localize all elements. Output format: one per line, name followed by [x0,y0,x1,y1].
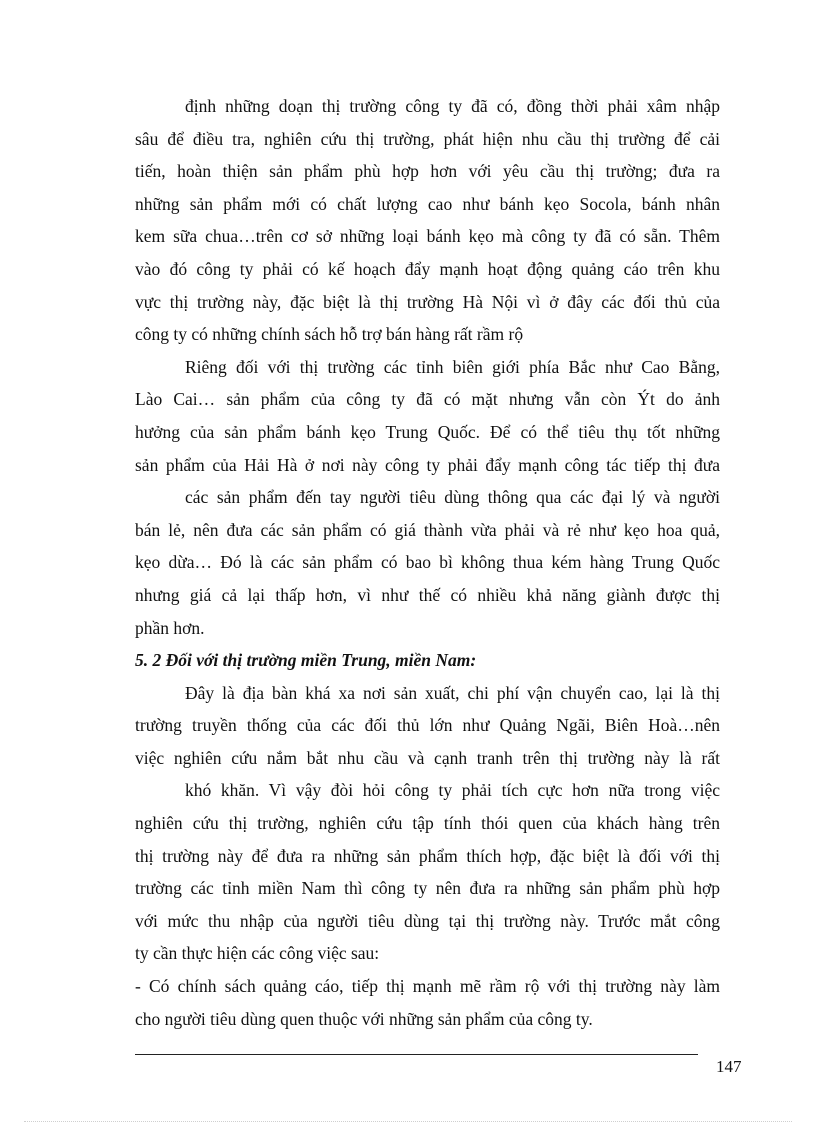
text-line: công ty có những chính sách hỗ trợ bán hàng rất rầm rộ [135,324,524,345]
text-line: những sản phẩm mới có chất lượng cao như bánh kẹo Socola, bánh nhân [135,193,720,214]
text-line: Lào Cai… sản phẩm của công ty đã có mặt nhưng vẫn còn Ýt do ảnh [135,389,720,410]
text-line: bán lẻ, nên đưa các sản phẩm có giá thành vừa phải và rẻ như kẹo hoa quả, [135,519,720,540]
text-line: Đây là địa bàn khá xa nơi sản xuất, chi phí vận chuyển cao, lại là thị [185,682,720,703]
text-line: tiến, hoàn thiện sản phẩm phù hợp hơn với yêu cầu thị trường; đưa ra [135,161,720,182]
text-line: hưởng của sản phẩm bánh kẹo Trung Quốc. Để có thể tiêu thụ tốt những [135,421,720,442]
body-text [135,90,720,1035]
text-line: với mức thu nhập của người tiêu dùng tại thị trường này. Trước mắt công [135,910,720,931]
text-line: trường các tỉnh miền Nam thì công ty nên đưa ra những sản phẩm phù hợp [135,878,720,899]
page-bottom-border [24,1121,792,1122]
text-line: - Có chính sách quảng cáo, tiếp thị mạnh mẽ rầm rộ với thị trường này làm [135,976,720,997]
text-line: khó khăn. Vì vậy đòi hỏi công ty phải tích cực hơn nữa trong việc [185,780,720,801]
text-line: ty cần thực hiện các công việc sau: [135,943,380,964]
text-line: sản phẩm của Hải Hà ở nơi này công ty phải đẩy mạnh công tác tiếp thị đưa [135,454,720,475]
text-line: Riêng đối với thị trường các tỉnh biên giới phía Bắc như Cao Bằng, [185,356,720,377]
page-number: 147 [716,1057,742,1076]
text-line: nghiên cứu thị trường, nghiên cứu tập tính thói quen của khách hàng trên [135,813,720,834]
text-line: định những doạn thị trường công ty đã có, đồng thời phải xâm nhập [185,96,720,116]
section-heading: 5. 2 Đối với thị trường miền Trung, miền Nam: [135,650,477,671]
text-line: vào đó công ty phải có kế hoạch đẩy mạnh hoạt động quảng cáo trên khu [135,258,720,279]
text-line: nhưng giá cả lại thấp hơn, vì như thế có nhiều khả năng giành được thị [135,584,720,605]
text-line: cho người tiêu dùng quen thuộc với những sản phẩm của công ty. [135,1008,593,1029]
text-line: sâu để điều tra, nghiên cứu thị trường, phát hiện nhu cầu thị trường để cải [135,128,720,149]
text-line: kem sữa chua…trên cơ sở những loại bánh kẹo mà công ty đã có sẵn. Thêm [135,226,720,247]
text-line: kẹo dừa… Đó là các sản phẩm có bao bì không thua kém hàng Trung Quốc [135,552,720,573]
text-line: phần hơn. [135,617,205,638]
text-line: trường truyền thống của các đối thủ lớn như Quảng Ngãi, Biên Hoà…nên [135,715,720,736]
text-line: thị trường này để đưa ra những sản phẩm thích hợp, đặc biệt là đối với thị [135,845,720,866]
text-line: các sản phẩm đến tay người tiêu dùng thông qua các đại lý và người [185,487,720,508]
text-line: vực thị trường này, đặc biệt là thị trường Hà Nội vì ở đây các đối thủ của [135,291,720,312]
footer-rule [135,1054,698,1055]
text-line: việc nghiên cứu nắm bắt nhu cầu và cạnh tranh trên thị trường này là rất [135,747,720,768]
